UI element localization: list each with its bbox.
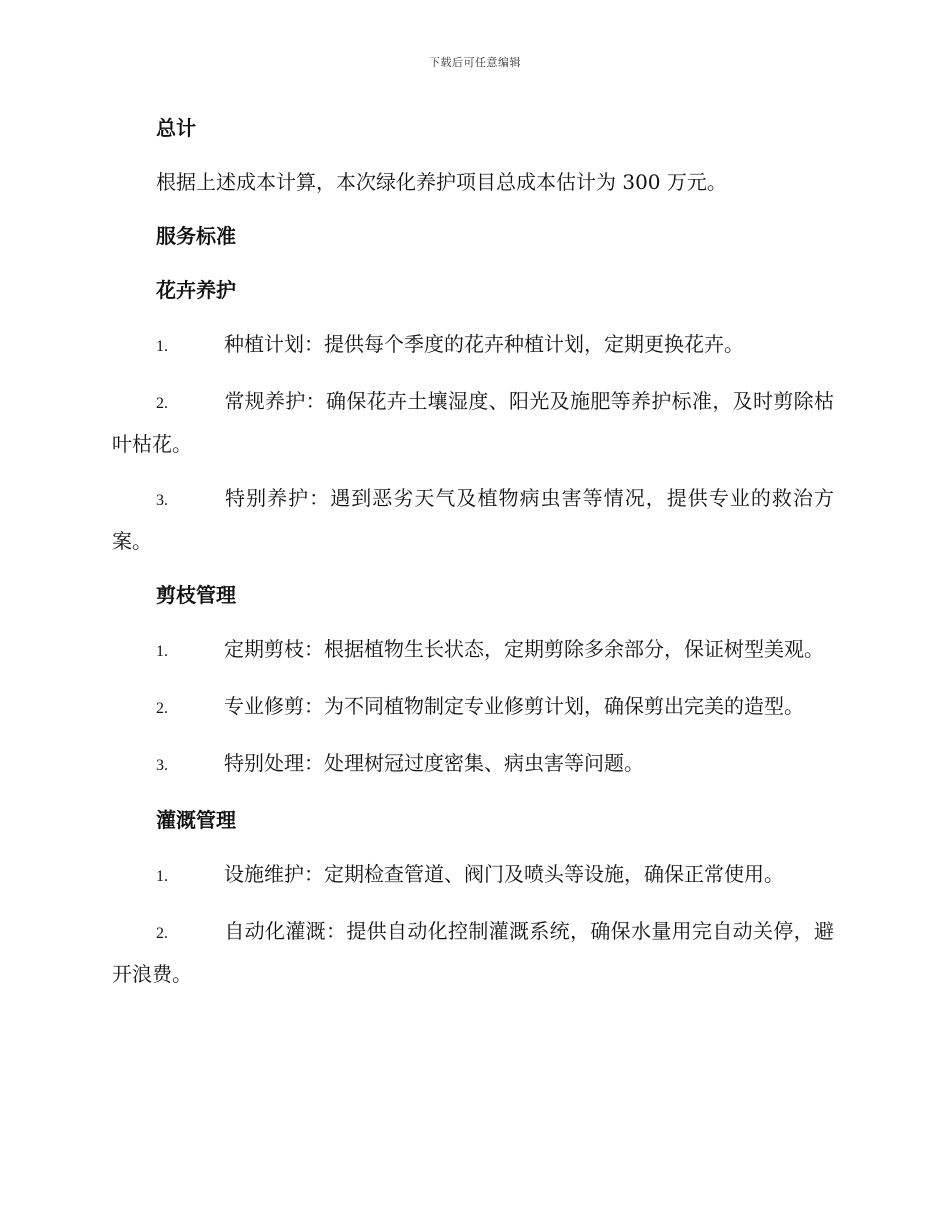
list-text: 特别处理：处理树冠过度密集、病虫害等问题。 <box>224 751 644 775</box>
list-number: 3. <box>156 492 168 509</box>
list-number: 2. <box>156 395 168 412</box>
list-item <box>112 911 834 994</box>
list-item <box>112 686 834 729</box>
heading-total: 总计 <box>156 116 196 140</box>
list-item <box>112 381 834 464</box>
heading-flower-care: 花卉养护 <box>156 278 236 302</box>
document-body <box>112 108 834 1008</box>
list-number: 1. <box>156 643 168 660</box>
list-item <box>112 743 834 786</box>
list-item <box>112 478 834 561</box>
list-item <box>112 854 834 897</box>
list-number: 2. <box>156 700 168 717</box>
list-item <box>112 629 834 672</box>
heading-service-standard: 服务标准 <box>156 224 236 248</box>
list-item <box>112 324 834 367</box>
heading-irrigation: 灌溉管理 <box>156 808 236 832</box>
list-number: 1. <box>156 338 168 355</box>
list-text: 专业修剪：为不同植物制定专业修剪计划，确保剪出完美的造型。 <box>224 694 804 718</box>
total-paragraph: 根据上述成本计算，本次绿化养护项目总成本估计为 300 万元。 <box>156 170 727 194</box>
list-text: 设施维护：定期检查管道、阀门及喷头等设施，确保正常使用。 <box>224 862 784 886</box>
list-number: 3. <box>156 757 168 774</box>
heading-pruning: 剪枝管理 <box>156 583 236 607</box>
list-number: 2. <box>156 925 168 942</box>
list-text: 种植计划：提供每个季度的花卉种植计划，定期更换花卉。 <box>224 332 744 356</box>
list-text: 特别养护：遇到恶劣天气及植物病虫害等情况，提供专业的救治方案。 <box>112 486 834 553</box>
list-number: 1. <box>156 868 168 885</box>
list-text: 自动化灌溉：提供自动化控制灌溉系统，确保水量用完自动关停，避开浪费。 <box>112 919 834 986</box>
list-text: 常规养护：确保花卉土壤湿度、阳光及施肥等养护标准，及时剪除枯叶枯花。 <box>112 389 834 456</box>
page-header-note: 下载后可任意编辑 <box>429 56 521 69</box>
list-text: 定期剪枝：根据植物生长状态，定期剪除多余部分，保证树型美观。 <box>224 637 824 661</box>
